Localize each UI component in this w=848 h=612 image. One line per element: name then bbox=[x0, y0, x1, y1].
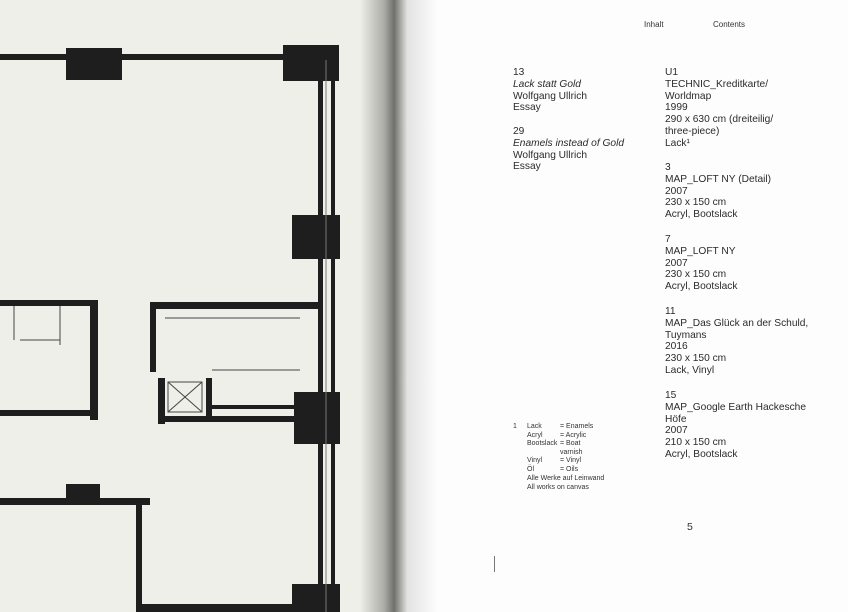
essay-title: Lack statt Gold bbox=[513, 78, 581, 90]
essay-entry[interactable] bbox=[513, 126, 624, 173]
footnote-legend bbox=[513, 423, 602, 475]
legend-term: Vinyl bbox=[527, 457, 543, 465]
legend-translation: = Oils bbox=[560, 465, 579, 473]
work-line: MAP_Das Glück an der Schuld, bbox=[665, 317, 809, 329]
work-line: Lack¹ bbox=[665, 137, 690, 149]
work-line: 2007 bbox=[665, 185, 688, 197]
work-entry[interactable] bbox=[665, 67, 773, 150]
work-page: 7 bbox=[665, 234, 671, 245]
essay-author: Wolfgang Ullrich bbox=[513, 149, 587, 161]
essay-author: Wolfgang Ullrich bbox=[513, 90, 587, 102]
legend-term: Bootslack bbox=[527, 440, 558, 448]
work-line: Acryl, Bootslack bbox=[665, 209, 738, 221]
work-line: Lack, Vinyl bbox=[665, 364, 715, 376]
legend-translation: = Enamels bbox=[560, 423, 594, 430]
work-line: 2007 bbox=[665, 425, 688, 437]
work-line: 230 x 150 cm bbox=[665, 353, 727, 365]
canvas-note bbox=[527, 474, 604, 492]
work-line: MAP_LOFT NY (Detail) bbox=[665, 173, 772, 185]
header-contents: Contents bbox=[713, 20, 746, 29]
legend-term: Öl bbox=[527, 465, 534, 473]
essay-title: Enamels instead of Gold bbox=[513, 137, 624, 149]
work-line: TECHNIC_Kreditkarte/ bbox=[665, 78, 769, 90]
work-line: 230 x 150 cm bbox=[665, 197, 727, 209]
work-entry[interactable] bbox=[665, 162, 771, 221]
work-line: 2016 bbox=[665, 341, 688, 353]
work-line: Acryl, Bootslack bbox=[665, 281, 738, 293]
book-gutter bbox=[394, 0, 408, 612]
legend-term: Lack bbox=[527, 423, 542, 430]
work-line: three-piece) bbox=[665, 125, 720, 137]
legend-translation: = Boat varnish bbox=[560, 440, 583, 456]
header-inhalt: Inhalt bbox=[644, 20, 664, 29]
legend-translation: = Vinyl bbox=[560, 457, 582, 465]
work-line: 1999 bbox=[665, 102, 688, 114]
essay-page: 13 bbox=[513, 67, 525, 78]
essay-entry[interactable] bbox=[513, 67, 587, 114]
footnote-number: 1 bbox=[513, 423, 517, 430]
work-line: Tuymans bbox=[665, 329, 707, 341]
page-curl-shadow bbox=[408, 0, 438, 612]
work-page: 3 bbox=[665, 162, 671, 173]
page-edge-shadow bbox=[360, 0, 394, 612]
work-line: Worldmap bbox=[665, 90, 712, 102]
work-line: 210 x 150 cm bbox=[665, 437, 727, 449]
work-page: 15 bbox=[665, 390, 677, 401]
work-line: Acryl, Bootslack bbox=[665, 448, 738, 460]
legend-term: Acryl bbox=[527, 431, 543, 439]
work-entry[interactable] bbox=[665, 306, 808, 377]
canvas-note-de: Alle Werke auf Leinwand bbox=[527, 475, 605, 482]
work-line: Höfe bbox=[665, 413, 687, 425]
essay-page: 29 bbox=[513, 126, 525, 137]
work-page: U1 bbox=[665, 67, 679, 78]
work-page: 11 bbox=[665, 306, 676, 317]
work-entry[interactable] bbox=[665, 390, 806, 461]
legend-translation: = Acrylic bbox=[560, 431, 587, 439]
work-line: 2007 bbox=[665, 257, 688, 269]
work-line: 230 x 150 cm bbox=[665, 269, 727, 281]
work-line: MAP_Google Earth Hackesche bbox=[665, 401, 806, 413]
essay-kind: Essay bbox=[513, 161, 541, 173]
work-line: 290 x 630 cm (dreiteilig/ bbox=[665, 114, 774, 126]
print-mark bbox=[494, 556, 495, 572]
work-line: MAP_LOFT NY bbox=[665, 245, 736, 257]
canvas-note-en: All works on canvas bbox=[527, 484, 589, 491]
page-number: 5 bbox=[687, 521, 693, 533]
work-entry[interactable] bbox=[665, 234, 737, 293]
floor-plan-painting bbox=[0, 0, 394, 612]
essay-kind: Essay bbox=[513, 102, 541, 114]
artwork-page bbox=[0, 0, 394, 612]
